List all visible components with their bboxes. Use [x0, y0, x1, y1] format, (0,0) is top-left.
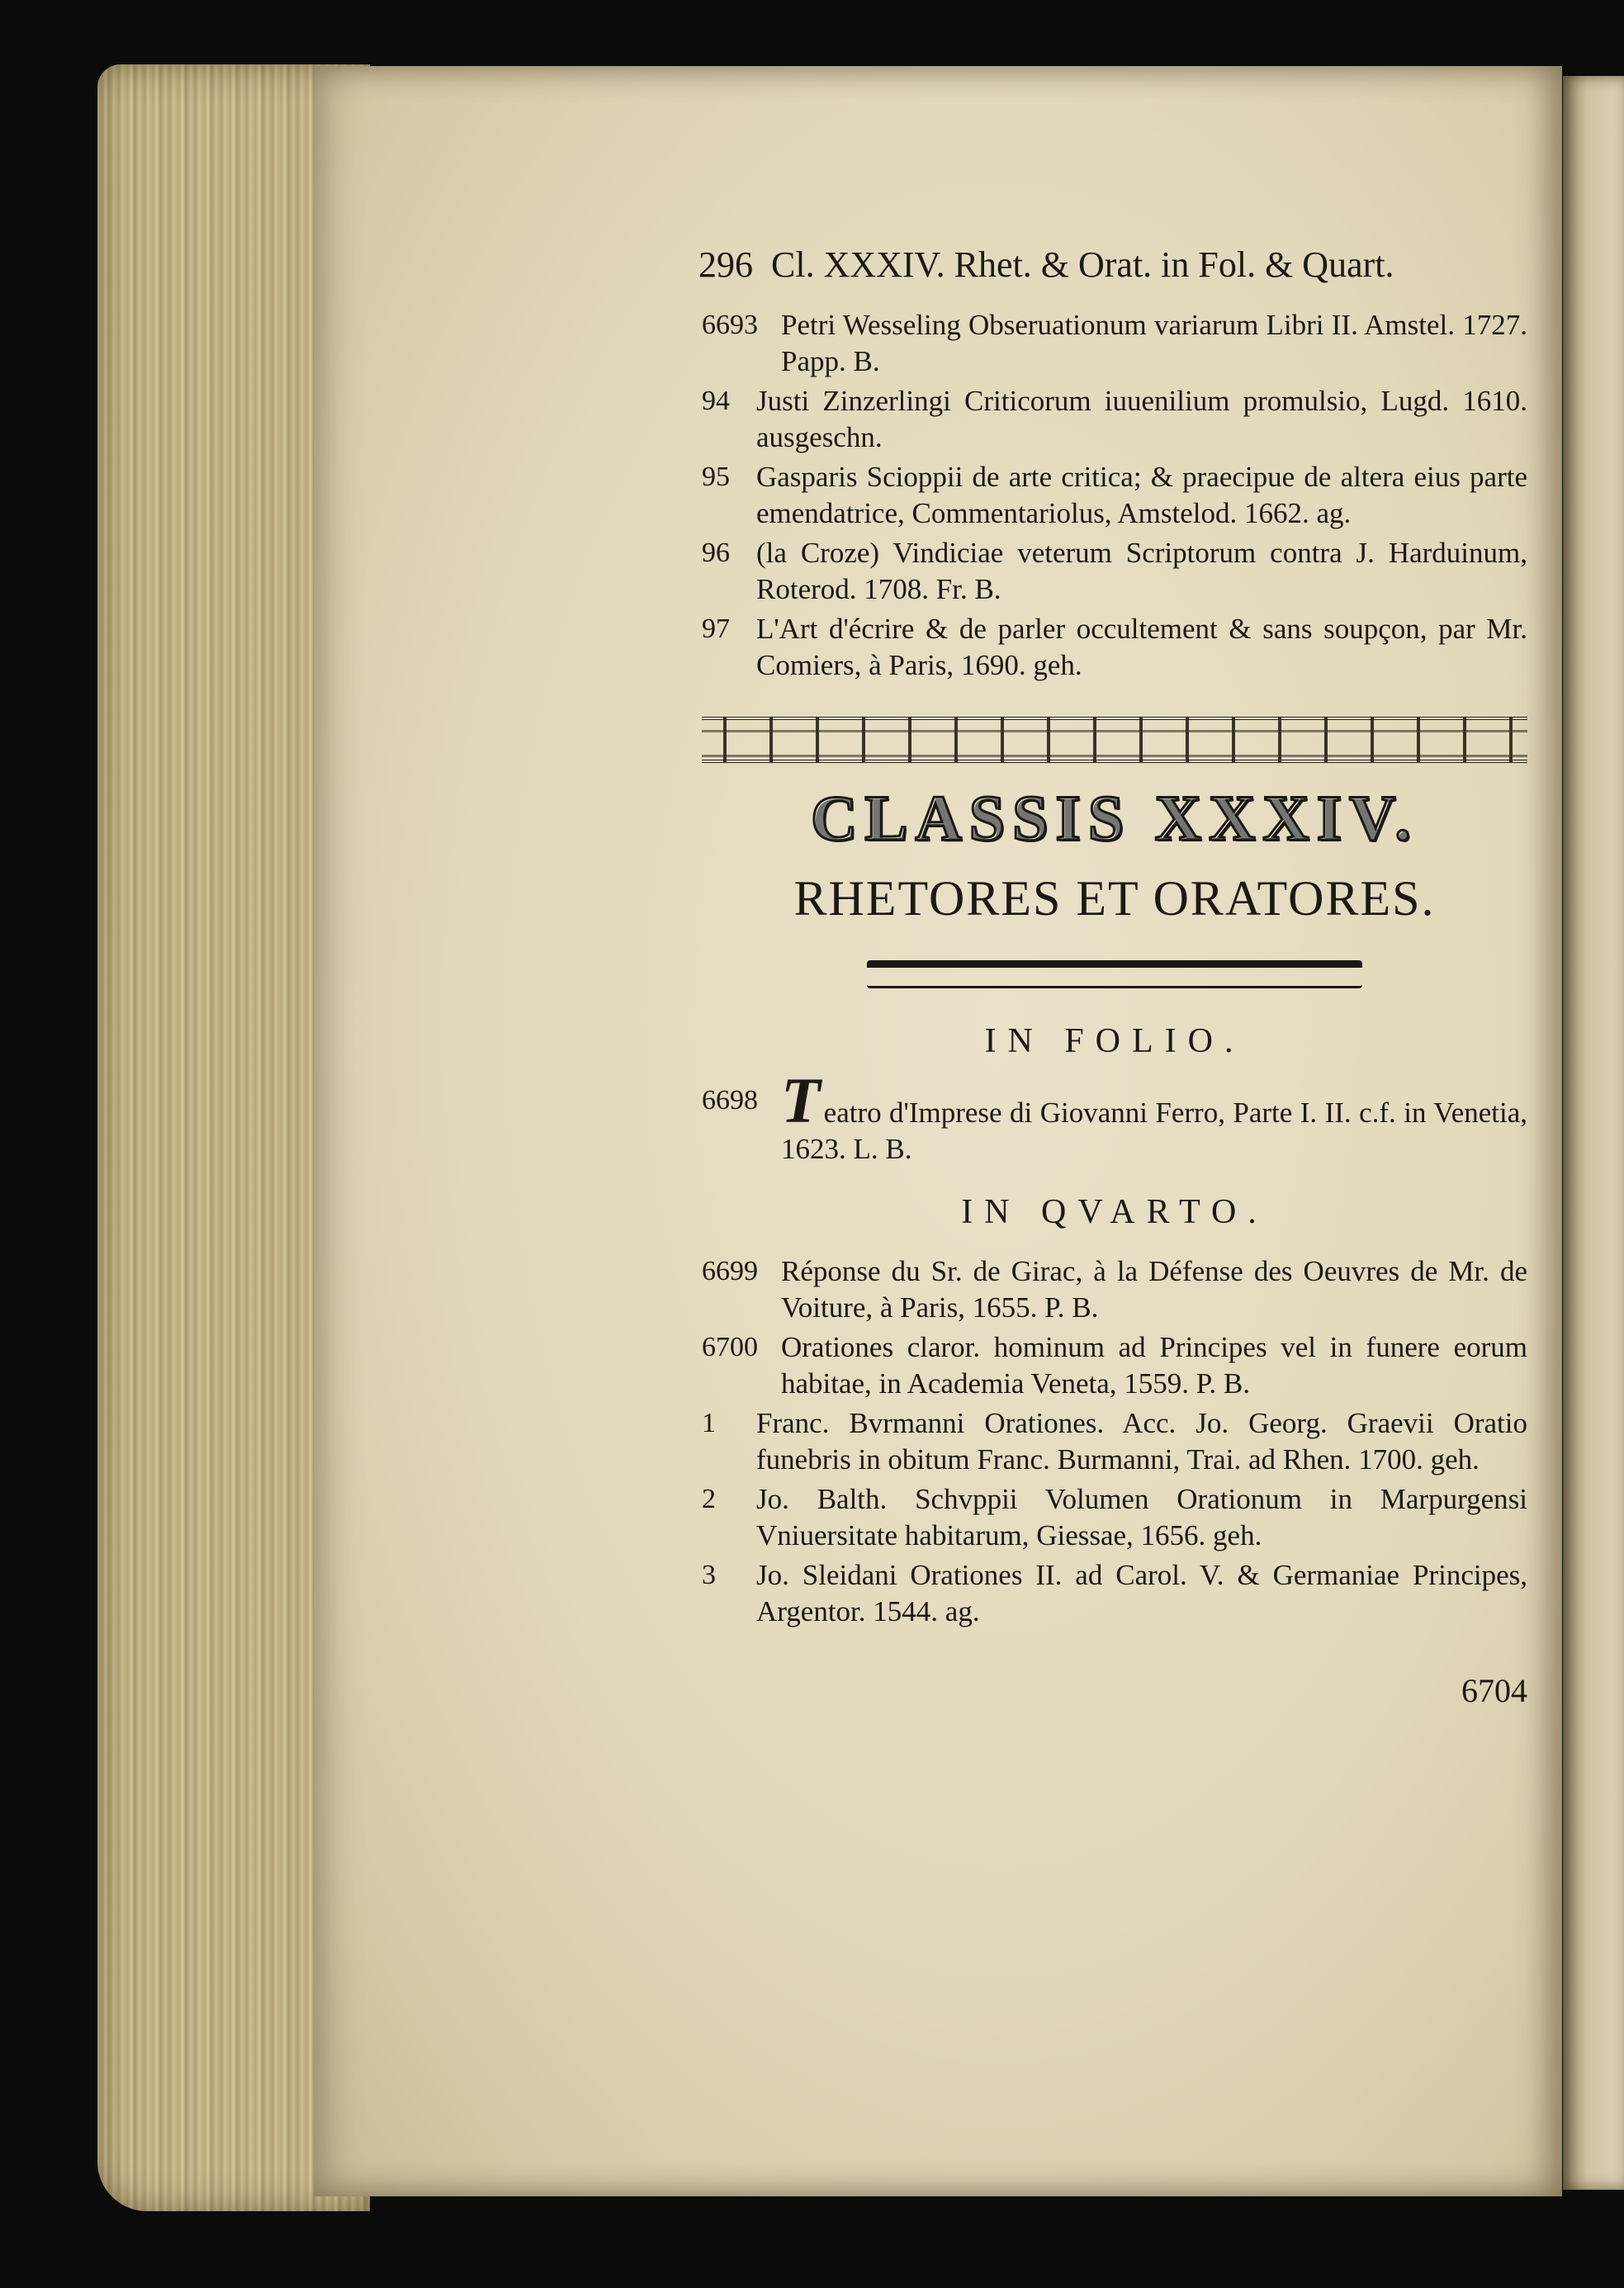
entry-number: 94	[702, 386, 730, 416]
entries-quarto	[702, 1253, 1527, 1630]
section-heading-folio: IN FOLIO.	[984, 1022, 1245, 1060]
entry-number: 2	[702, 1484, 716, 1514]
classis-subtitle: RHETORES ET ORATORES.	[793, 871, 1436, 926]
catchword: 6704	[1461, 1672, 1527, 1709]
entry-number: 6698	[702, 1085, 758, 1116]
ornamental-border	[702, 717, 1527, 763]
list-item	[702, 459, 1527, 532]
list-item	[702, 1405, 1527, 1478]
entry-number: 6693	[702, 310, 758, 340]
list-item	[702, 535, 1527, 608]
page-number: 296	[698, 244, 753, 285]
entry-number: 6699	[702, 1256, 758, 1286]
entry-text: L'Art d'écrire & de parler occultement & sans soupçon, par Mr. Comiers, à Paris, 1690. geh.	[756, 613, 1527, 681]
entry-text: (la Croze) Vindiciae veterum Scriptorum contra J. Harduinum, Roterod. 1708. Fr. B.	[756, 537, 1527, 605]
entry-number: 3	[702, 1560, 716, 1590]
list-item	[702, 1253, 1527, 1326]
entry-text: Justi Zinzerlingi Criticorum iuuenilium promulsio, Lugd. 1610. ausgeschn.	[756, 385, 1527, 453]
entry-text: Jo. Sleidani Orationes II. ad Carol. V. & Germaniae Principes, Argentor. 1544. ag.	[756, 1559, 1527, 1627]
entry-text: Réponse du Sr. de Girac, à la Défense des Oeuvres de Mr. de Voiture, à Paris, 1655. P. B.	[781, 1255, 1527, 1324]
list-item	[702, 611, 1527, 684]
page-content	[698, 244, 1527, 1710]
entry-text: Franc. Bvrmanni Orationes. Acc. Jo. Georg. Graevii Oratio funebris in obitum Franc. Burmanni, Trai. ad Rhen. 1700. geh.	[756, 1407, 1527, 1476]
entry-text: Jo. Balth. Schvppii Volumen Orationum in Marpurgensi Vniuersitate habitarum, Giessae, 1656. geh.	[756, 1483, 1527, 1551]
entry-text: Petri Wesseling Obseruationum variarum Libri II. Amstel. 1727. Papp. B.	[781, 309, 1527, 377]
list-item	[702, 383, 1527, 456]
entries-top	[702, 307, 1527, 684]
entry-number: 95	[702, 462, 730, 492]
classis-title: CLASSIS XXXIV.	[811, 782, 1418, 854]
entry-number: 97	[702, 613, 730, 644]
list-item	[702, 1557, 1527, 1630]
facing-page-edge	[1563, 76, 1624, 2190]
list-item	[702, 1064, 1527, 1168]
divider-rule	[867, 960, 1362, 988]
entry-text: Orationes claror. hominum ad Principes vel in funere eorum habitae, in Academia Veneta, 1559. P. B.	[781, 1331, 1527, 1400]
entry-number: 96	[702, 538, 730, 568]
running-header	[698, 244, 1527, 286]
list-item	[702, 1329, 1527, 1402]
entry-number: 1	[702, 1408, 716, 1438]
entry-text-body: eatro d'Imprese di Giovanni Ferro, Parte I. II. c.f. in Venetia, 1623. L. B.	[781, 1097, 1527, 1165]
list-item	[702, 1481, 1527, 1554]
entry-number: 6700	[702, 1332, 758, 1362]
section-heading-quarto: IN QVARTO.	[961, 1193, 1268, 1231]
entry-text: Gasparis Scioppii de arte critica; & praecipue de altera eius parte emendatrice, Commentariolus, Amstelod. 1662. ag.	[756, 461, 1527, 529]
running-title: Cl. XXXIV. Rhet. & Orat. in Fol. & Quart.	[771, 244, 1394, 285]
entry-text	[781, 1064, 1527, 1168]
list-item	[702, 307, 1527, 380]
drop-cap: T	[781, 1064, 821, 1136]
